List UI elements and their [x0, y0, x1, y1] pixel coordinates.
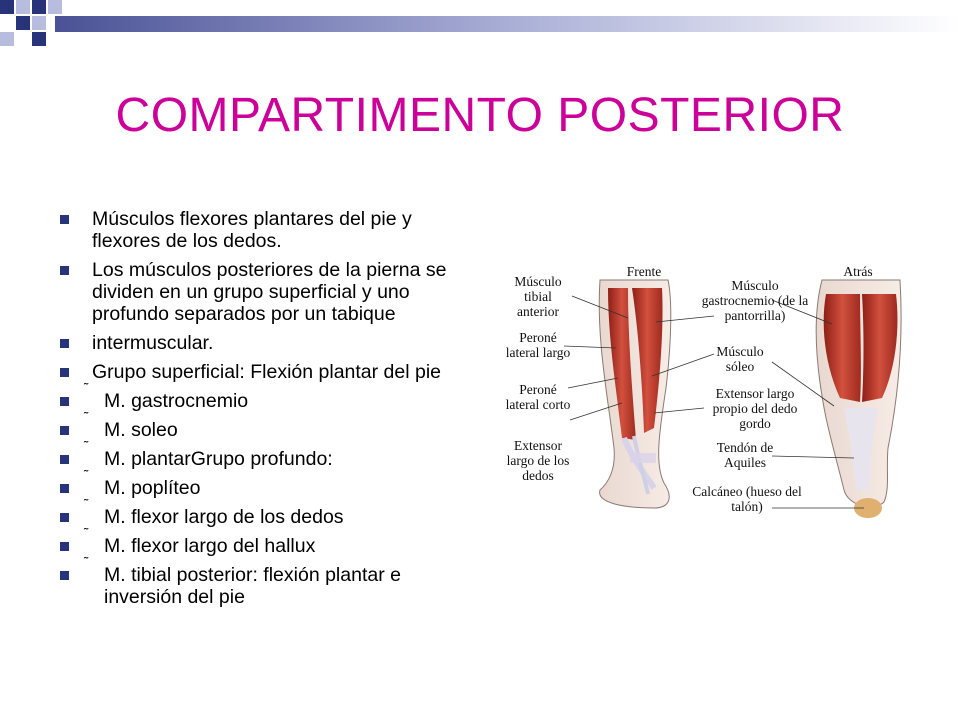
label-calcaneo: Calcáneo (hueso del talón) [692, 484, 802, 514]
bullet-square-icon [60, 426, 69, 435]
front-leg-drawing [599, 280, 671, 508]
sub-bullet-item [58, 409, 458, 441]
slide-title: COMPARTIMENTO POSTERIOR [115, 89, 845, 142]
bullet-item [58, 332, 458, 354]
sub-bullet-item [58, 554, 458, 608]
tilde-mark: ˜ [84, 467, 89, 482]
label-perone-lateral-largo: Peroné lateral largo [505, 330, 571, 360]
top-gradient-bar [0, 0, 960, 40]
tilde-mark: ˜ [84, 554, 89, 569]
bullet-text: M. poplíteo [104, 477, 201, 499]
label-gastrocnemio: Músculo gastrocnemio (de la pantorrilla) [701, 278, 809, 323]
bullet-square-icon [60, 339, 69, 348]
label-tibial-anterior: Músculo tibial anterior [514, 274, 562, 319]
tilde-mark: ˜ [84, 496, 89, 511]
bullet-list [58, 208, 458, 615]
tilde-mark: ˜ [84, 438, 89, 453]
label-extensor-dedo-gordo: Extensor largo propio del dedo gordo [712, 386, 798, 431]
bullet-square-icon [60, 484, 69, 493]
tilde-mark: ˜ [84, 409, 89, 424]
corner-squares-decoration [0, 0, 80, 60]
bullet-square-icon [60, 455, 69, 464]
back-leg-drawing [816, 280, 901, 518]
tilde-mark: ˜ [84, 380, 89, 395]
bullet-square-icon [60, 397, 69, 406]
sub-bullet-item [58, 467, 458, 499]
leg-muscles-figure [504, 258, 924, 528]
view-label-front: Frente [626, 264, 662, 279]
bullet-text: intermuscular. [92, 332, 214, 354]
bullet-square-icon [60, 368, 69, 377]
bullet-text: M. soleo [104, 419, 178, 441]
bullet-square-icon [60, 266, 69, 275]
sub-bullet-item [58, 438, 458, 470]
bullet-text: M. flexor largo de los dedos [104, 506, 344, 528]
bullet-text: Músculos flexores plantares del pie y flexores de los dedos. [92, 208, 412, 252]
sub-bullet-item [58, 496, 458, 528]
bullet-text: M. tibial posterior: flexión plantar e inversión del pie [104, 564, 401, 608]
bullet-text: M. gastrocnemio [104, 390, 249, 412]
bullet-square-icon [60, 542, 69, 551]
sub-bullet-item [58, 380, 458, 412]
bullet-item [58, 259, 458, 325]
bullet-square-icon [60, 513, 69, 522]
label-perone-lateral-corto: Peroné lateral corto [505, 382, 571, 412]
tilde-mark: ˜ [84, 525, 89, 540]
label-soleo: Músculo sóleo [716, 344, 764, 374]
label-extensor-largo-dedos: Extensor largo de los dedos [506, 438, 570, 483]
bullet-item [58, 208, 458, 252]
bullet-item [58, 361, 458, 383]
bullet-text: M. flexor largo del hallux [104, 535, 316, 557]
bullet-text: Grupo superficial: Flexión plantar del pie [92, 361, 442, 383]
sub-bullet-item [58, 525, 458, 557]
label-tendon-aquiles: Tendón de Aquiles [716, 440, 774, 470]
view-label-back: Atrás [843, 264, 873, 279]
bullet-square-icon [60, 215, 69, 224]
bullet-square-icon [60, 571, 69, 580]
bullet-text: M. plantarGrupo profundo: [104, 448, 333, 470]
bullet-text: Los músculos posteriores de la pierna se dividen en un grupo superficial y uno profundo separados por un tabique [92, 259, 447, 325]
